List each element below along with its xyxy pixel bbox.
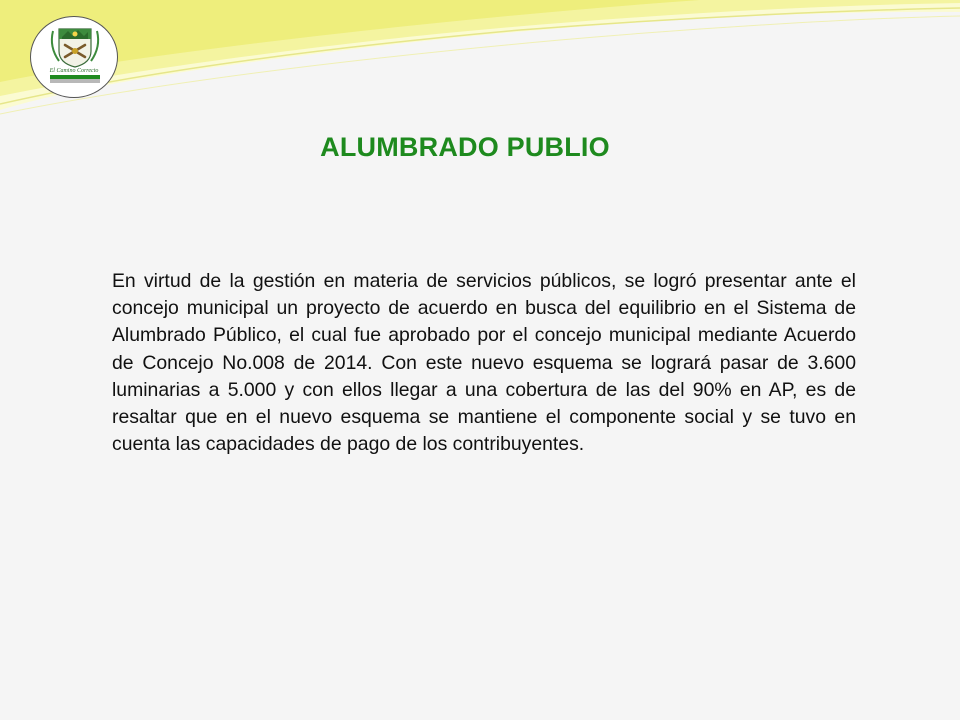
municipal-logo (30, 16, 118, 98)
logo-caption: El Camino Correcto (49, 68, 99, 74)
header-swoosh-decoration (0, 0, 960, 140)
coat-of-arms-icon (31, 17, 118, 98)
slide-body-paragraph: En virtud de la gestión en materia de servicios públicos, se logró presentar ante el concejo municipal un proyecto de acuerdo en busca del equilibrio en el Sistema de Alumbrado Público, el cual fue aprobado por el concejo municipal mediante Acuerdo de Concejo No.008 de 2014. Con este nuevo esquema se logrará pasar de 3.600 luminarias a 5.000 y con ellos llegar a una cobertura de las del 90% en AP, es de resaltar que en el nuevo esquema se mantiene el componente social y se tuvo en cuenta las capacidades de pago de los contribuyentes. (112, 270, 856, 456)
slide-title: ALUMBRADO PUBLIO (320, 132, 610, 162)
